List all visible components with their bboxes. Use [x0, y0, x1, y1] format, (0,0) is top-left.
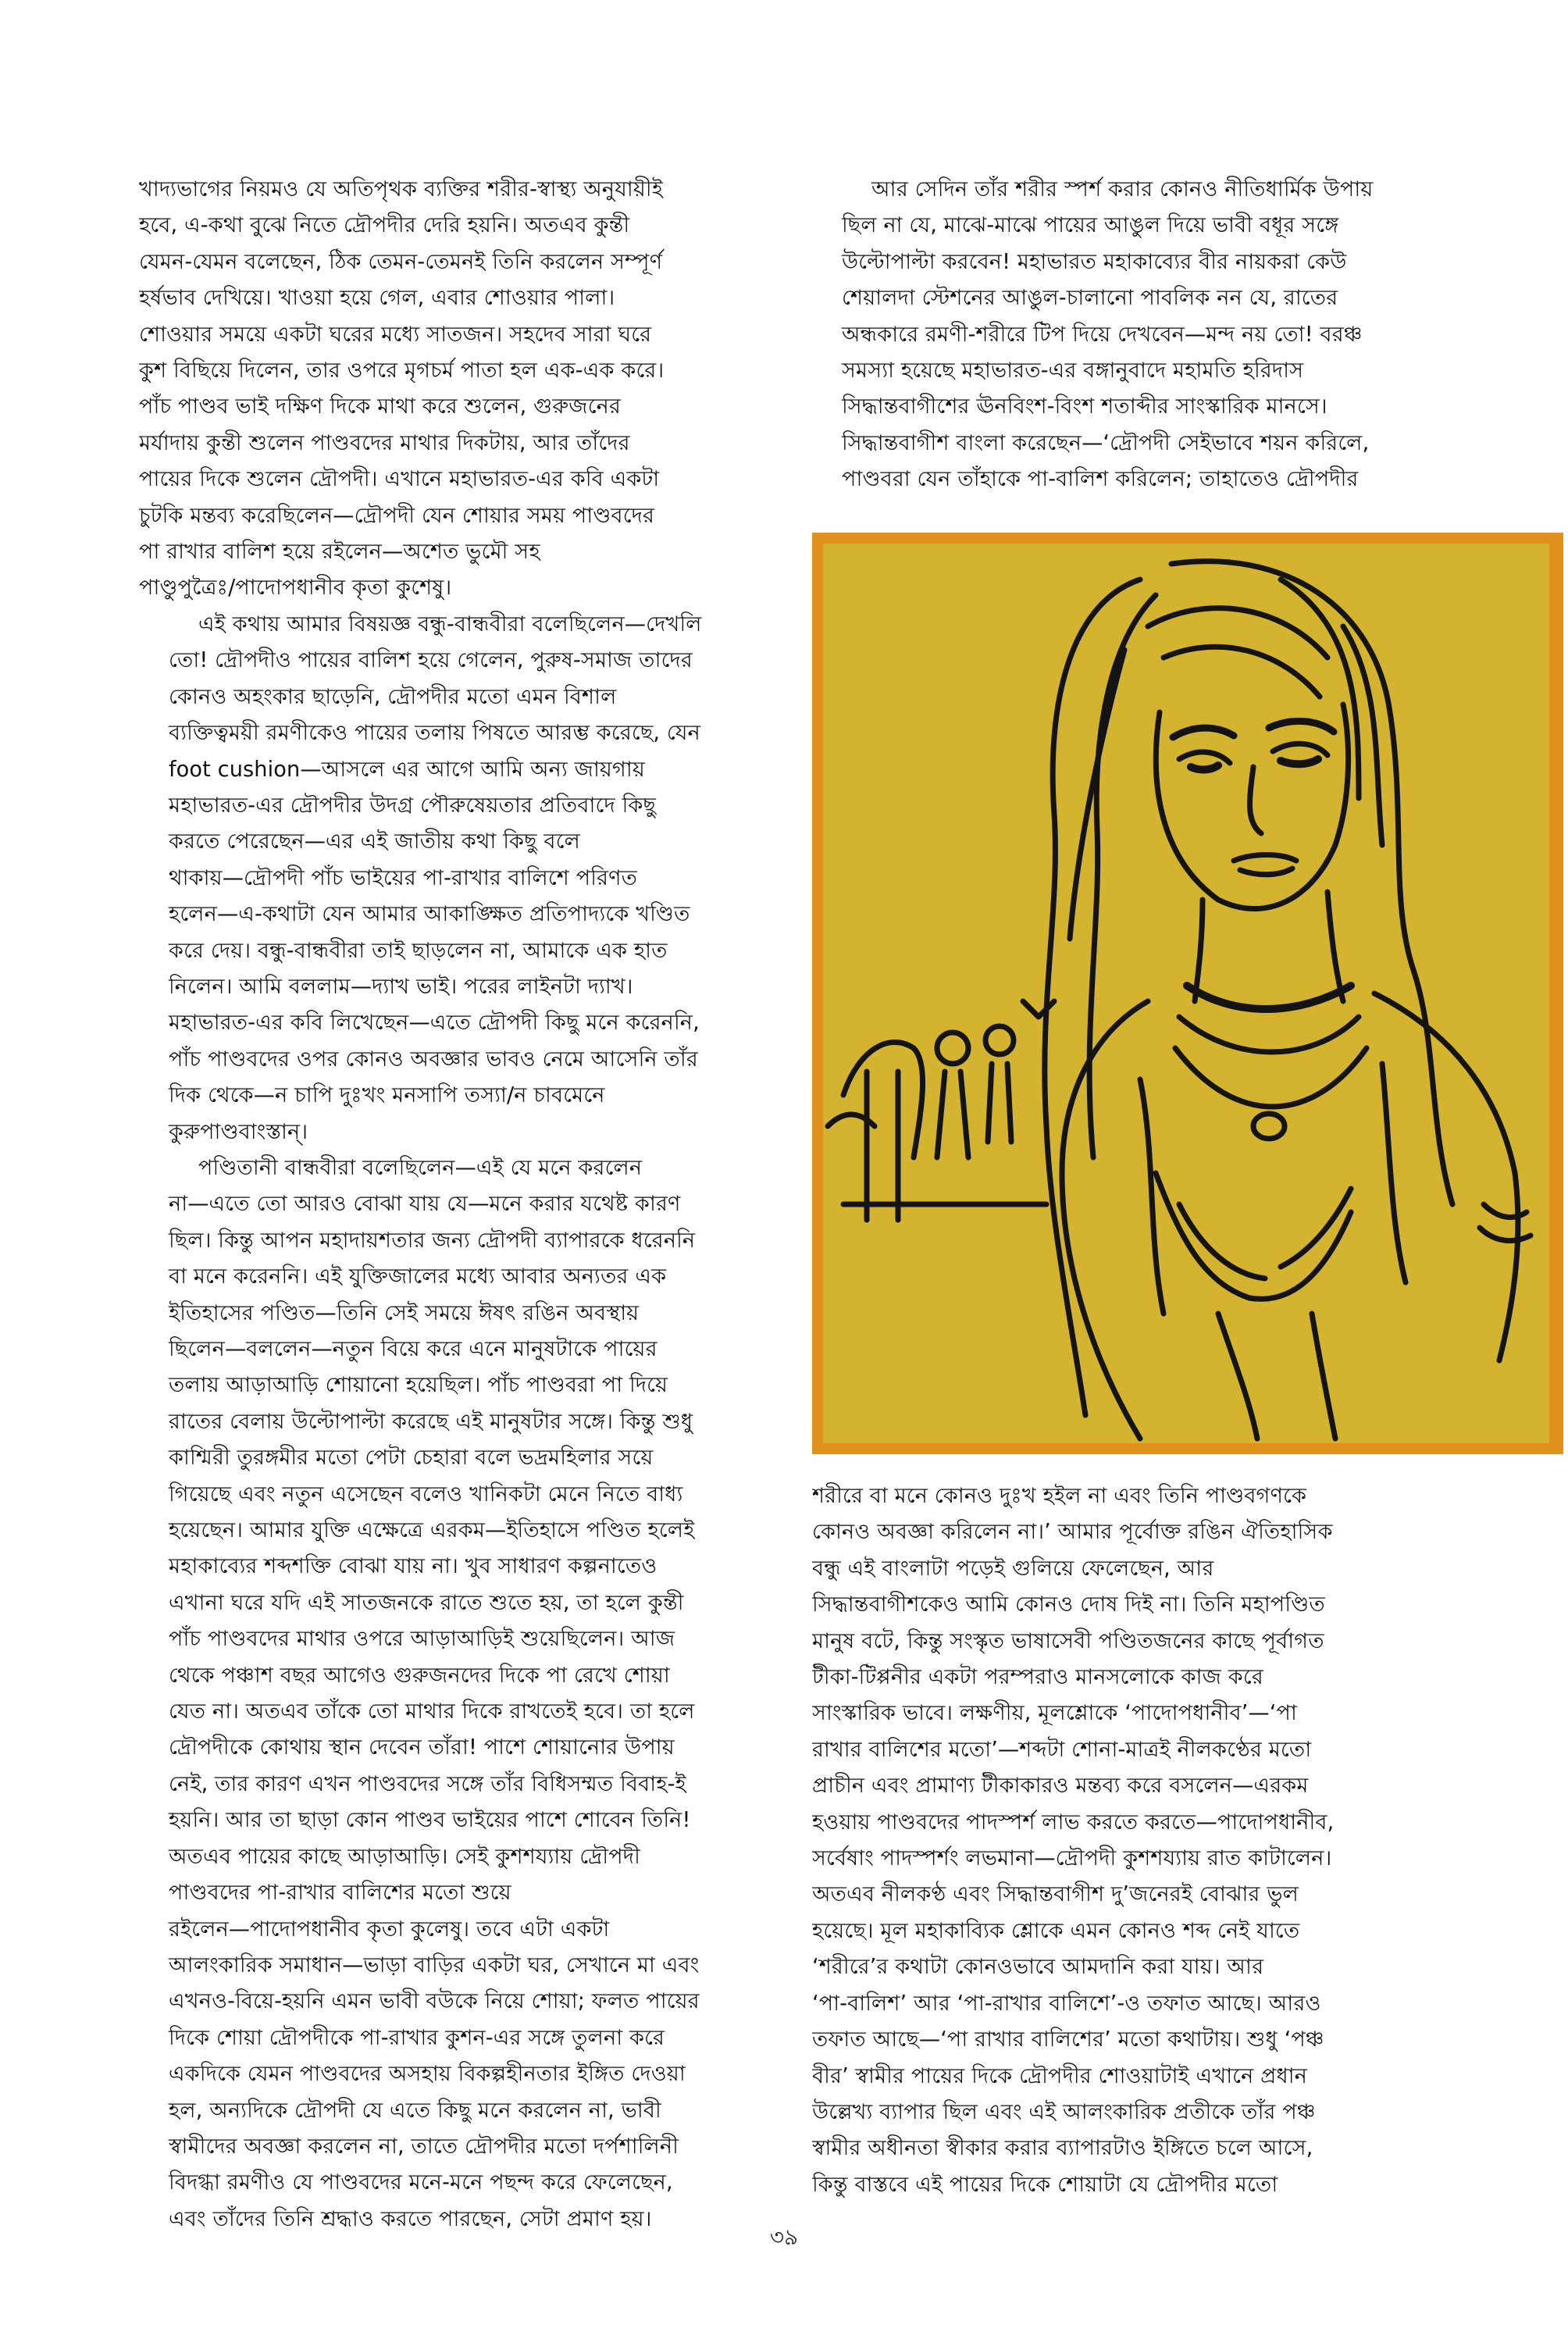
text-line: থাকায়—দ্রৌপদী পাঁচ ভাইয়ের পা-রাখার বালিশে পরিণত: [169, 865, 638, 890]
text-line: সিদ্ধান্তবাগীশের ঊনবিংশ-বিংশ শতাব্দীর সাংস্কারিক মানসে।: [842, 394, 1327, 419]
text-line: বিদগ্ধা রমণীও যে পাণ্ডবদের মনে-মনে পছন্দ করে ফেলেছেন,: [169, 2170, 673, 2195]
text-line: সমস্যা হয়েছে মহাভারত-এর বঙ্গানুবাদে মহামতি হরিদাস: [842, 358, 1304, 383]
text-line: রাখার বালিশের মতো’—শব্দটা শোনা-মাত্রই নীলকণ্ঠের মতো: [812, 1737, 1312, 1762]
text-line: এই কথায় আমার বিষয়জ্ঞ বন্ধু-বান্ধবীরা বলেছিলেন—দেখলি: [198, 612, 702, 637]
text-line: অতএব পায়ের কাছে আড়াআড়ি। সেই কুশশয্যায় দ্রৌপদী: [169, 1844, 640, 1869]
text-line: শেয়ালদা স্টেশনের আঙুল-চালানো পাবলিক নন যে, রাতের: [842, 286, 1338, 311]
right-top-text-column: [812, 172, 1464, 498]
text-line: সাংস্কারিক ভাবে। লক্ষণীয়, মূলশ্লোকে ‘পাদোপধানীব’—‘পা: [812, 1701, 1297, 1726]
text-line: হওয়ায় পাণ্ডবদের পাদস্পর্শ লাভ করতে করতে—পাদোপধানীব,: [812, 1810, 1335, 1835]
text-line: মানুষ বটে, কিন্তু সংস্কৃত ভাষাসেবী পণ্ডিতজনের কাছে পূর্বাগত: [812, 1628, 1324, 1653]
text-line: ছিল না যে, মাঝে-মাঝে পায়ের আঙুল দিয়ে ভাবী বধূর সঙ্গে: [842, 213, 1339, 238]
text-line: সিদ্ধান্তবাগীশ বাংলা করেছেন—‘দ্রৌপদী সেইভাবে শয়ন করিলে,: [842, 430, 1370, 455]
text-line: কাশ্মিরী তুরঙ্গমীর মতো পেটা চেহারা বলে ভদ্রমহিলার সয়ে: [169, 1446, 654, 1471]
paragraph: [812, 1478, 1464, 2203]
left-text-column: [139, 172, 787, 2238]
text-line: হল, অন্যদিকে দ্রৌপদী যে এতে কিছু মনে করলেন না, ভাবী: [169, 2098, 661, 2123]
text-line: না—এতে তো আরও বোঝা যায় যে—মনে করার যথেষ্ট কারণ: [169, 1192, 681, 1217]
text-line: পাণ্ডুপুত্রৈঃ/পাদোপধানীব কৃতা কুশেষু।: [139, 576, 452, 601]
text-line: মর্যাদায় কুন্তী শুলেন পাণ্ডবদের মাথার দিকটায়, আর তাঁদের: [139, 430, 630, 455]
text-line: তো! দ্রৌপদীও পায়ের বালিশ হয়ে গেলেন, পুরুষ-সমাজ তাদের: [169, 648, 693, 673]
text-line: হয়েছে। মূল মহাকাব্যিক শ্লোকে এমন কোনও শব্দ নেই যাতে: [812, 1918, 1300, 1943]
text-line: শরীরে বা মনে কোনও দুঃখ হইল না এবং তিনি পাণ্ডবগণকে: [812, 1484, 1307, 1508]
text-line: সর্বেষাং পাদস্পর্শং লভমানা—দ্রৌপদী কুশশয্যায় রাত কাটালেন।: [812, 1846, 1332, 1871]
text-line: স্বামীদের অবজ্ঞা করলেন না, তাতে দ্রৌপদীর মতো দর্পশালিনী: [169, 2134, 679, 2159]
text-line: পাণ্ডবদের পা-রাখার বালিশের মতো শুয়ে: [169, 1881, 511, 1906]
text-line: স্বামীর অধীনতা স্বীকার করার ব্যাপারটাও ইঙ্গিতে চলে আসে,: [812, 2136, 1313, 2161]
text-line: কুশ বিছিয়ে দিলেন, তার ওপরে মৃগচর্ম পাতা হল এক-এক করে।: [139, 358, 665, 383]
text-line: একদিকে যেমন পাণ্ডবদের অসহায় বিকল্পহীনতার ইঙ্গিত দেওয়া: [169, 2062, 686, 2087]
text-line: foot cushion—আসলে এর আগে আমি অন্য জায়গায়: [169, 757, 645, 782]
text-line: অতএব নীলকণ্ঠ এবং সিদ্ধান্তবাগীশ দু’জনেরই বোঝার ভুল: [812, 1882, 1299, 1907]
text-line: কোনও অহংকার ছাড়েনি, দ্রৌপদীর মতো এমন বিশাল: [169, 684, 617, 709]
text-line: করে দেয়। বন্ধু-বান্ধবীরা তাই ছাড়লেন না, আমাকে এক হাত: [169, 938, 668, 963]
paragraph: [139, 607, 787, 1150]
text-line: কোনও অবজ্ঞা করিলেন না।’ আমার পূর্বোক্ত রঙিন ঐতিহাসিক: [812, 1520, 1333, 1545]
text-line: শোওয়ার সময়ে একটা ঘরের মধ্যে সাতজন। সহদেব সারা ঘরে: [139, 322, 652, 347]
text-line: হর্ষভাব দেখিয়ে। খাওয়া হয়ে গেল, এবার শোওয়ার পালা।: [139, 286, 615, 311]
text-line: হয়নি। আর তা ছাড়া কোন পাণ্ডব ভাইয়ের পাশে শোবেন তিনি!: [169, 1808, 691, 1833]
text-line: পাঁচ পাণ্ডব ভাই দক্ষিণ দিকে মাথা করে শুলেন, গুরুজনের: [139, 394, 622, 419]
text-line: আর সেদিন তাঁর শরীর স্পর্শ করার কোনও নীতিধার্মিক উপায়: [871, 177, 1374, 201]
text-line: রাতের বেলায় উল্টোপাল্টা করেছে এই মানুষটার সঙ্গে। কিন্তু শুধু: [169, 1409, 693, 1434]
page-number: ৩৯: [769, 2224, 799, 2250]
text-line: পাঁচ পাণ্ডবদের মাথার ওপরে আড়াআড়িই শুয়েছিলেন। আজ: [169, 1627, 675, 1652]
text-line: পণ্ডিতানী বান্ধবীরা বলেছিলেন—এই যে মনে করলেন: [198, 1155, 643, 1180]
text-line: ‘পা-বালিশ’ আর ‘পা-রাখার বালিশে’-ও তফাত আছে। আরও: [812, 1991, 1321, 2016]
text-line: তফাত আছে—‘পা রাখার বালিশের’ মতো কথাটায়। শুধু ‘পঞ্চ: [812, 2027, 1324, 2052]
text-line: আলংকারিক সমাধান—ভাড়া বাড়ির একটা ঘর, সেখানে মা এবং: [169, 1952, 700, 1977]
text-line: তলায় আড়াআড়ি শোয়ানো হয়েছিল। পাঁচ পাণ্ডবরা পা দিয়ে: [169, 1373, 668, 1398]
text-line: করতে পেরেছেন—এর এই জাতীয় কথা কিছু বলে: [169, 829, 580, 854]
text-line: যেত না। অতএব তাঁকে তো মাথার দিকে রাখতেই হবে। তা হলে: [169, 1699, 695, 1724]
text-line: এখনও-বিয়ে-হয়নি এমন ভাবী বউকে নিয়ে শোয়া; ফলত পায়ের: [169, 1989, 700, 2014]
text-line: গিয়েছে এবং নতুন এসেছেন বলেও খানিকটা মেনে নিতে বাধ্য: [169, 1482, 683, 1507]
text-line: চুটকি মন্তব্য করেছিলেন—দ্রৌপদী যেন শোয়ার সময় পাণ্ডবদের: [139, 503, 655, 528]
text-line: পাণ্ডবরা যেন তাঁহাকে পা-বালিশ করিলেন; তাহাতেও দ্রৌপদীর: [842, 467, 1359, 492]
text-line: উল্লেখ্য ব্যাপার ছিল এবং এই আলংকারিক প্রতীকে তাঁর পঞ্চ: [812, 2099, 1316, 2124]
text-line: ইতিহাসের পণ্ডিত—তিনি সেই সময়ে ঈষৎ রঙিন অবস্থায়: [169, 1300, 640, 1325]
text-line: সিদ্ধান্তবাগীশকেও আমি কোনও দোষ দিই না। তিনি মহাপণ্ডিত: [812, 1592, 1325, 1617]
text-line: খাদ্যভাগের নিয়মও যে অতিপৃথক ব্যক্তির শরীর-স্বাস্থ্য অনুযায়ীই: [139, 177, 664, 201]
text-line: নিলেন। আমি বললাম—দ্যাখ ভাই। পরের লাইনটা দ্যাখ।: [169, 974, 633, 999]
text-line: বীর’ স্বামীর পায়ের দিকে দ্রৌপদীর শোওয়াটাই এখানে প্রধান: [812, 2063, 1308, 2088]
text-line: কিন্তু বাস্তবে এই পায়ের দিকে শোয়াটা যে দ্রৌপদীর মতো: [812, 2172, 1278, 2197]
text-line: এখানা ঘরে যদি এই সাতজনকে রাতে শুতে হয়, তা হলে কুন্তী: [169, 1590, 684, 1615]
text-line: হয়েছেন। আমার যুক্তি এক্ষেত্রে এরকম—ইতিহাসে পণ্ডিত হলেই: [169, 1518, 695, 1543]
text-line: যেমন-যেমন বলেছেন, ঠিক তেমন-তেমনই তিনি করলেন সম্পূর্ণ: [139, 249, 663, 274]
right-bottom-text-column: [812, 1478, 1464, 2203]
text-line: পাঁচ পাণ্ডবদের ওপর কোনও অবজ্ঞার ভাবও নেমে আসেনি তাঁর: [169, 1047, 698, 1072]
text-line: দিক থেকে—ন চাপি দুঃখং মনসাপি তস্যা/ন চাবমেনে: [169, 1083, 605, 1108]
paragraph: [139, 1150, 787, 2238]
text-line: টীকা-টিপ্পনীর একটা পরম্পরাও মানসলোকে কাজ করে: [812, 1665, 1263, 1690]
text-line: দ্রৌপদীকে কোথায় স্থান দেবেন তাঁরা! পাশে শোয়ানোর উপায়: [169, 1735, 675, 1760]
text-line: পা রাখার বালিশ হয়ে রইলেন—অশেত ভুমৌ সহ: [139, 540, 540, 565]
text-line: মহাকাব্যের শব্দশক্তি বোঝা যায় না। খুব সাধারণ কল্পনাতেও: [169, 1554, 657, 1579]
text-line: নেই, তার কারণ এখন পাণ্ডবদের সঙ্গে তাঁর বিধিসম্মত বিবাহ-ই: [169, 1771, 686, 1796]
text-line: দিকে শোয়া দ্রৌপদীকে পা-রাখার কুশন-এর সঙ্গে তুলনা করে: [169, 2025, 665, 2050]
text-line: ‘শরীরে’র কথাটা কোনওভাবে আমদানি করা যায়। আর: [812, 1955, 1264, 1980]
text-line: হলেন—এ-কথাটা যেন আমার আকাঙ্ক্ষিত প্রতিপাদ্যকে খণ্ডিত: [169, 902, 690, 927]
text-line: প্রাচীন এবং প্রামাণ্য টীকাকারও মন্তব্য করে বসলেন—এরকম: [812, 1774, 1309, 1799]
text-line: এবং তাঁদের তিনি শ্রদ্ধাও করতে পারছেন, সেটা প্রমাণ হয়।: [169, 2206, 652, 2231]
text-line: অন্ধকারে রমণী-শরীরে টিপ দিয়ে দেখবেন—মন্দ নয় তো! বরঞ্চ: [842, 322, 1363, 347]
text-line: মহাভারত-এর কবি লিখেছেন—এতে দ্রৌপদী কিছু মনে করেননি,: [169, 1011, 700, 1036]
text-line: পায়ের দিকে শুলেন দ্রৌপদী। এখানে মহাভারত-এর কবি একটা: [139, 467, 660, 492]
illustration-background: [823, 544, 1549, 1443]
paragraph: [139, 172, 787, 607]
text-line: ব্যক্তিত্বময়ী রমণীকেও পায়ের তলায় পিষতে আরম্ভ করেছে, যেন: [169, 721, 701, 746]
text-line: কুরুপাণ্ডবাংস্তান্।: [169, 1119, 308, 1144]
text-line: রইলেন—পাদোপধানীব কৃতা কুলেষু। তবে এটা একটা: [169, 1917, 610, 1942]
text-line: উল্টোপাল্টা করবেন! মহাভারত মহাকাব্যের বীর নায়করা কেউ: [842, 249, 1347, 274]
paragraph: [812, 172, 1464, 498]
text-line: মহাভারত-এর দ্রৌপদীর উদগ্র পৌরুষেয়তার প্রতিবাদে কিছু: [169, 793, 657, 818]
text-line: হবে, এ-কথা বুঝে নিতে দ্রৌপদীর দেরি হয়নি। অতএব কুন্তী: [139, 213, 630, 238]
text-line: বা মনে করেননি। এই যুক্তিজালের মধ্যে আবার অন্যতর এক: [169, 1264, 667, 1289]
draupadi-illustration: [812, 533, 1563, 1454]
text-line: বন্ধু এই বাংলাটা পড়েই গুলিয়ে ফেলেছেন, আর: [812, 1556, 1214, 1581]
text-line: থেকে পঞ্চাশ বছর আগেও গুরুজনদের দিকে পা রেখে শোয়া: [169, 1663, 670, 1688]
text-line: ছিলেন—বললেন—নতুন বিয়ে করে এনে মানুষটাকে পায়ের: [169, 1337, 657, 1361]
text-line: ছিল। কিন্তু আপন মহাদায়শতার জন্য দ্রৌপদী ব্যাপারকে ধরেননি: [169, 1228, 696, 1253]
